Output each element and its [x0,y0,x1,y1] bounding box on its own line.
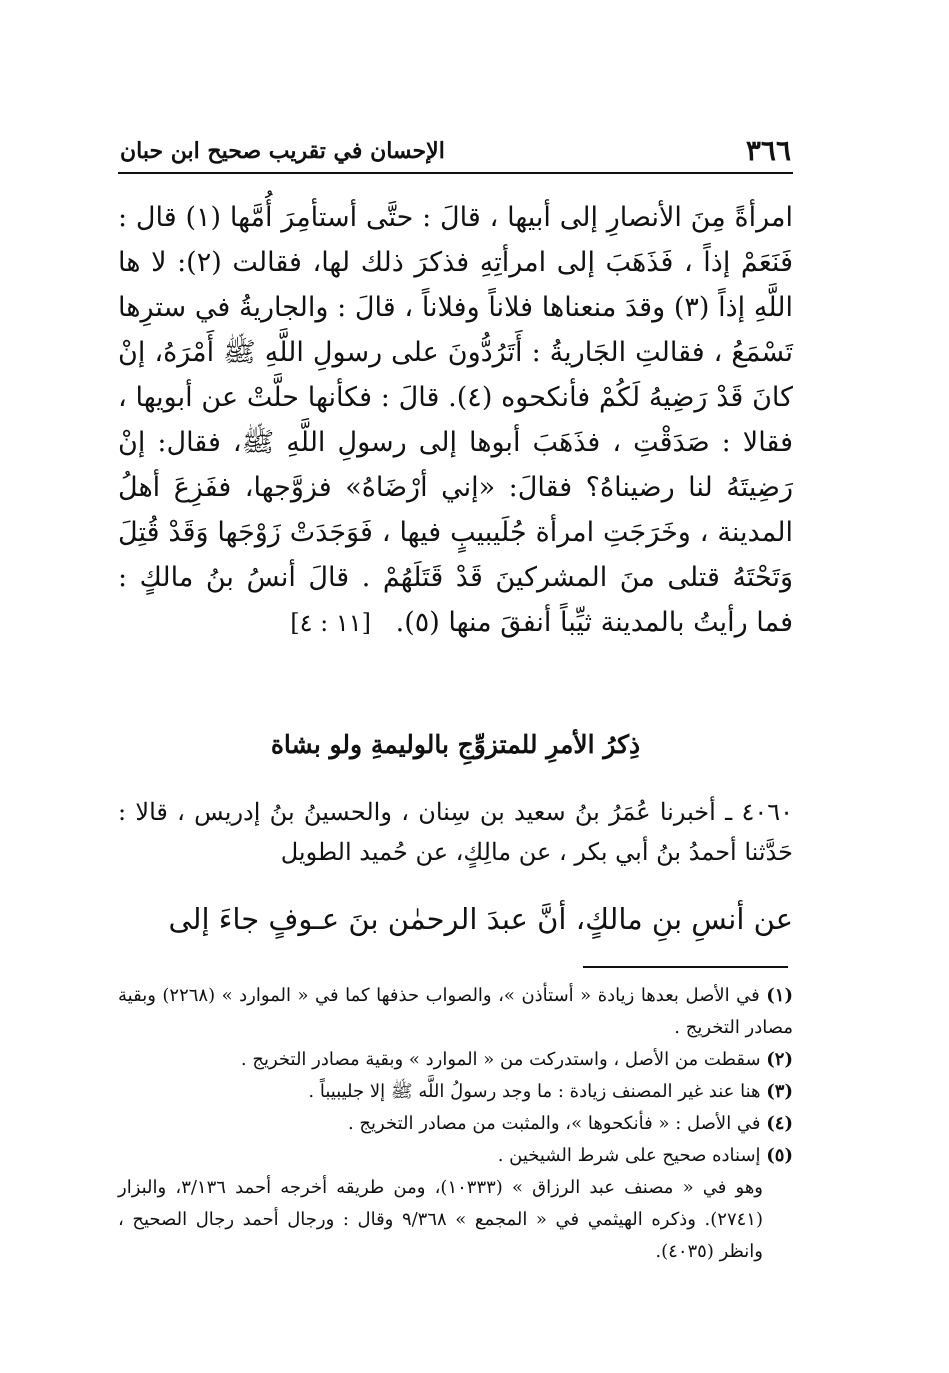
footnote-text: إسناده صحيح على شرط الشيخين . [497,1145,761,1166]
footnote-separator [583,966,788,968]
footnote-text: في الأصل : « فأنكحوها »، والمثبت من مصادر التخريج . [347,1113,761,1134]
main-text-block [118,195,793,646]
page-header [118,132,793,174]
footnote-continuation: وهو في « مصنف عبد الرزاق » (١٠٣٣٣)، ومن طريقه أخرجه أحمد ٣/١٣٦، والبزار (٢٧٤١). وذكره الهيثمي في « المجمع » ٩/٣٦٨ وقال : ورجال أحمد رجال الصحيح ، وانظر (٤٠٣٥). [118,1177,764,1262]
hadith-isnad-block [118,792,793,872]
footnote-number: (٤) [766,1113,793,1134]
footnote-number: (٣) [766,1081,793,1102]
footnote-number: (٥) [766,1145,793,1166]
main-paragraph [118,195,793,646]
section-heading: ذِكرُ الأمرِ للمتزوِّجِ بالوليمةِ ولو بشاة [270,730,641,759]
footnote-item [118,980,793,1044]
footnote-item [118,1044,793,1076]
footnote-item [118,1076,793,1108]
running-title: الإحسان في تقريب صحيح ابن حبان [120,138,445,164]
footnote-text: في الأصل بعدها زيادة « أستأذن »، والصواب حذفها كما في « الموارد » (٢٢٦٨) وبقية مصادر التخريج . [118,985,793,1038]
footnote-item [118,1108,793,1140]
footnote-text: هنا عند غير المصنف زيادة : ما وجد رسولُ اللَّه ﷺ إلا جليبيباً . [308,1081,761,1102]
footnote-text: سقطت من الأصل ، واستدركت من « الموارد » وبقية مصادر التخريج . [240,1049,761,1070]
footnotes [118,980,793,1268]
hadith-reference: [١١ : ٤] [290,609,372,637]
continuation-text: امرأةً مِنَ الأنصارِ إلى أبيها ، قالَ : حتَّى أستأمِرَ أُمَّها (١) قال : فَنَعَمْ إذاً ، فَذَهَبَ إلى امرأتِهِ فذكرَ ذلك لها، فقالت (٢): لا ها اللَّهِ إذاً (٣) وقدَ منعناها فلاناً وفلاناً ، قالَ : والجاريةُ في سترِها تَسْمَعُ ، فقالتِ الجَاريةُ : أَتَرُدُّونَ على رسولِ اللَّهِ ﷺ أَمْرَهُ، إنْ كانَ قَدْ رَضِيهُ لَكُمْ فأنكحوه (٤). قالَ : فكأنها حلَّتْ عن أبويها ، فقالا : صَدَقْتِ ، فذَهَبَ أبوها إلى رسولِ اللَّهِ ﷺ، فقال: إنْ رَضِيتَهُ لنا رضيناهُ؟ فقالَ: «إني أرْضَاهُ» فزوَّجها، ففَزِعَ أهلُ المدينة ، وخَرَجَتِ امرأة جُلَيبيبٍ فيها ، فَوَجَدَتْ زَوْجَها وَقَدْ قُتِلَ وَتَحْتَهُ قتلى منَ المشركينَ قَدْ قَتَلَهُمْ . قالَ أنسُ بنُ مالكٍ : فما رأيتُ بالمدينة ثيِّباً أنفقَ منها (٥). [118,202,794,638]
hadith-isnad: ٤٠٦٠ ـ أخبرنا عُمَرُ بنُ سعيد بن سِنان ، والحسينُ بنُ إدريس ، قالا : حَدَّثنا أحمدُ بنُ أبي بكر ، عن مالِكٍ، عن حُميد الطويل [118,798,793,866]
footnote-number: (١) [766,985,793,1006]
hadith-matn: عن أنسِ بنِ مالكٍ، أنَّ عبدَ الرحمٰن بنَ عـوفٍ جاءَ إلى [168,902,793,936]
footnote-item [118,1140,793,1172]
page-number: ٣٦٦ [745,134,791,167]
hadith-matn-block [118,895,793,943]
footnote-number: (٢) [766,1049,793,1070]
